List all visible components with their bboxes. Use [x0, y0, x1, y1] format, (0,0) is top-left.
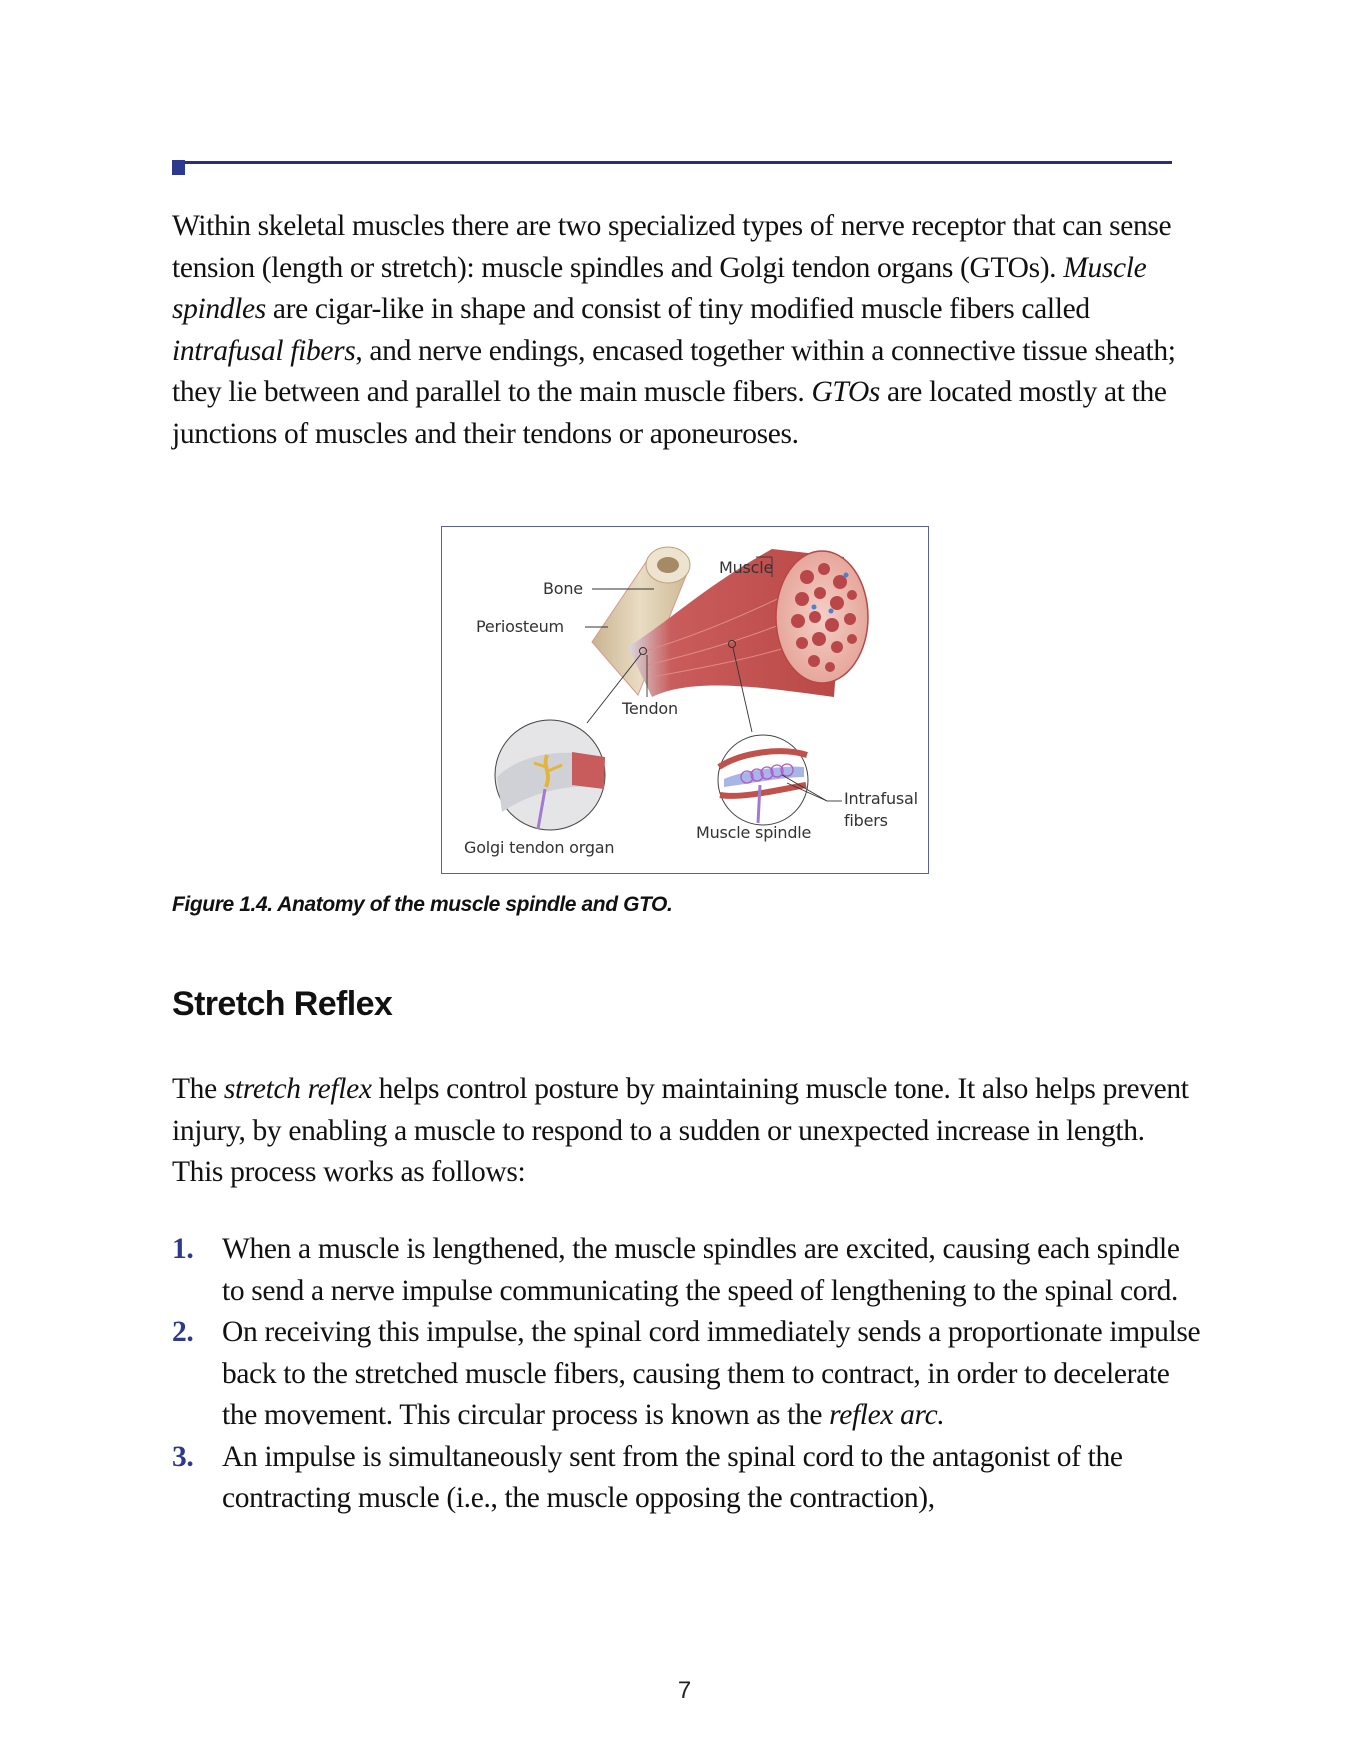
list-item-number: 3.	[172, 1440, 194, 1473]
list-item	[172, 1312, 1202, 1437]
list-item-number: 1.	[172, 1233, 194, 1265]
stretch-reflex-paragraph	[172, 1069, 1202, 1194]
text-run: An impulse is simultaneously sent from the spinal cord to the antagonist of the contracting muscle (i.e., the muscle opposing the contraction),	[222, 1440, 1123, 1514]
label-golgi-tendon-organ: Golgi tendon organ	[464, 838, 615, 857]
list-item-text	[222, 1316, 1200, 1431]
text-run: When a muscle is lengthened, the muscle spindles are excited, causing each spindle to send a nerve impulse communicating the speed of lengthening to the spinal cord.	[222, 1233, 1180, 1307]
page-number: 7	[677, 1677, 692, 1704]
text-run: helps control posture by maintaining muscle tone. It also helps prevent injury, by enabling a muscle to respond to a sudden or unexpected increase in length. This process works as follows:	[172, 1073, 1189, 1188]
text-run: are cigar-like in shape and consist of tiny modified muscle fibers called	[265, 293, 1090, 325]
text-run: The	[172, 1073, 224, 1105]
label-periosteum: Periosteum	[476, 617, 564, 636]
gto-detail-circle	[495, 720, 605, 830]
header-rule	[172, 161, 1172, 164]
italic-text-run: Muscle spindles	[172, 251, 1147, 325]
label-muscle: Muscle	[719, 558, 774, 577]
intro-paragraph	[172, 206, 1202, 455]
italic-text-run: stretch reflex	[223, 1073, 372, 1105]
text-run: On receiving this impulse, the spinal cord immediately sends a proportionate impulse back to the stretched muscle fibers, causing them to contract, in order to decelerate the movement. This circular process is known as the	[222, 1316, 1201, 1431]
figure-muscle-anatomy	[441, 526, 929, 874]
label-fibers: fibers	[844, 811, 888, 830]
label-bone: Bone	[543, 579, 583, 598]
list-item-number: 2.	[172, 1316, 194, 1348]
text-run: are located mostly at the junctions of muscles and their tendons or aponeuroses.	[172, 376, 1167, 450]
list-item-text	[222, 1233, 1180, 1307]
section-heading: Stretch Reflex	[172, 985, 393, 1023]
spindle-detail-circle	[718, 735, 808, 825]
label-muscle-spindle: Muscle spindle	[696, 823, 812, 842]
list-item	[172, 1437, 1202, 1520]
italic-text-run: GTOs	[811, 376, 881, 408]
text-run: Within skeletal muscles there are two specialized types of nerve receptor that can sense tension (length or stretch): muscle spindles and Golgi tendon organs (GTOs).	[172, 210, 1172, 284]
text-run: , and nerve endings, encased together within a connective tissue sheath; they lie between and parallel to the main muscle fibers.	[172, 334, 1176, 408]
header-rule-square	[172, 160, 185, 175]
list-item	[172, 1229, 1202, 1312]
list-item-text	[222, 1441, 1123, 1515]
italic-text-run: reflex arc.	[829, 1399, 945, 1431]
process-steps-list	[172, 1229, 1202, 1520]
figure-caption: Figure 1.4. Anatomy of the muscle spindle and GTO.	[172, 893, 673, 916]
italic-text-run: intrafusal fibers	[172, 334, 356, 367]
label-intrafusal: Intrafusal	[844, 789, 918, 808]
label-tendon: Tendon	[622, 699, 678, 718]
